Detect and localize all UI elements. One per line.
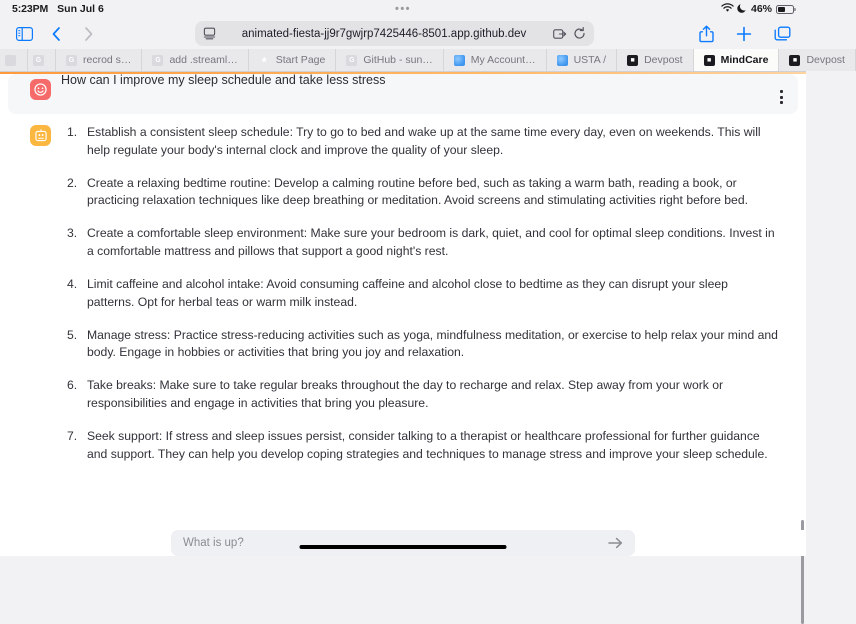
- tab-label: GitHub - sun…: [363, 54, 433, 66]
- tab-label: Start Page: [275, 54, 326, 66]
- status-bar-left: [12, 3, 104, 15]
- composer-area: [0, 530, 806, 556]
- sleep-tip-item: Establish a consistent sleep schedule: Try to go to bed and wake up at the same time every day, even on weekends. This will help regulate your body's internal clock and improve the quality of your sleep.: [87, 125, 761, 157]
- ios-status-bar: [0, 0, 806, 18]
- tab-active[interactable]: [694, 49, 780, 71]
- blank-favicon-icon: [5, 55, 16, 66]
- status-center-dots: •••: [394, 3, 412, 15]
- tab-item[interactable]: [142, 49, 248, 71]
- status-time: 5:23PM: [12, 3, 49, 15]
- tab-item[interactable]: [249, 49, 337, 71]
- url-text[interactable]: animated-fiesta-jj9r7gwjrp7425446-8501.app.github.dev: [241, 27, 527, 40]
- status-date: Sun Jul 6: [57, 3, 104, 15]
- tab-label: MindCare: [720, 54, 769, 66]
- battery-icon: [776, 5, 794, 14]
- toolbar-right-actions: [686, 22, 796, 46]
- page-viewport: [0, 72, 806, 556]
- tab-item[interactable]: [617, 49, 694, 71]
- tab-label: Devpost: [806, 54, 845, 66]
- sleep-tip-item: Manage stress: Practice stress-reducing activities such as yoga, mindfulness meditation, or exercise to help relax your mind and body. Engage in hobbies or activities that bring you joy and relaxation.: [87, 327, 778, 360]
- wifi-icon: [721, 3, 734, 16]
- g-favicon-icon: G: [152, 55, 163, 66]
- url-bar-container: [106, 21, 682, 46]
- tab-label: Devpost: [644, 54, 683, 66]
- user-smiley-avatar: [30, 79, 51, 100]
- chat-input-container[interactable]: [171, 530, 635, 556]
- browser-toolbar: [0, 18, 806, 49]
- chat-message-user: [8, 74, 798, 114]
- user-message-body: [61, 73, 778, 100]
- address-bar[interactable]: [195, 21, 594, 46]
- blue-favicon-icon: [454, 55, 465, 66]
- moon-icon: [738, 3, 747, 16]
- new-tab-button[interactable]: [730, 22, 758, 46]
- assistant-message-body: [61, 124, 778, 463]
- reload-icon[interactable]: [573, 27, 586, 40]
- star-favicon-icon: ★: [261, 57, 268, 64]
- tab-item[interactable]: [779, 49, 856, 71]
- app-menu-icon[interactable]: [770, 84, 792, 110]
- tab-bar: [0, 49, 845, 72]
- tab-label: add .streaml…: [169, 54, 238, 66]
- sidebar-toggle-icon[interactable]: [10, 22, 38, 46]
- share-icon[interactable]: [692, 22, 720, 46]
- tab-item[interactable]: [28, 49, 56, 71]
- sleep-tip-item: Create a comfortable sleep environment: Make sure your bedroom is dark, quiet, and cool for optimal sleep conditions. Invest in a comfortable mattress and pillows that support a good night's rest.: [87, 226, 775, 259]
- status-bar-right: [721, 3, 794, 16]
- sleep-tip-item: Create a relaxing bedtime routine: Develop a calming routine before bed, such as taking a warm bath, reading a book, or practicing relaxation techniques like deep breathing or meditation. Avoid screens and stimulating activities right before bed.: [87, 175, 748, 208]
- user-message-text: How can I improve my sleep schedule and take less stress: [61, 73, 386, 87]
- tab-item[interactable]: [547, 49, 617, 71]
- dark-favicon-icon: ■: [627, 55, 638, 66]
- tab-label: recrod s…: [83, 54, 132, 66]
- sleep-tip-item: Seek support: If stress and sleep issues persist, consider talking to a therapist or healthcare professional for further guidance and support. They can help you develop coping strategies and techniques to manage stress and improve your sleep schedule.: [87, 428, 768, 461]
- sleep-tip-item: Take breaks: Make sure to take regular breaks throughout the day to recharge and relax. Step away from your work or responsibilities and engage in activities that bring you pleasure.: [87, 378, 724, 410]
- dark-favicon-icon: ■: [789, 55, 800, 66]
- back-button[interactable]: [42, 22, 70, 46]
- sleep-tips-list: [61, 124, 778, 463]
- robot-avatar: [30, 125, 51, 146]
- tab-label: USTA /: [573, 54, 607, 66]
- g-favicon-icon: G: [346, 55, 357, 66]
- tab-item[interactable]: [56, 49, 142, 71]
- home-indicator: [300, 545, 507, 549]
- tab-overview-button[interactable]: [768, 22, 796, 46]
- reader-view-icon[interactable]: [203, 27, 216, 40]
- g-favicon-icon: G: [33, 55, 44, 66]
- extensions-icon[interactable]: [553, 28, 567, 40]
- chat-message-assistant: [8, 114, 798, 471]
- forward-button: [74, 22, 102, 46]
- dark-favicon-icon: ■: [704, 55, 715, 66]
- tab-item[interactable]: [444, 49, 547, 71]
- tab-item[interactable]: [0, 49, 28, 71]
- tab-item[interactable]: [336, 49, 443, 71]
- chat-thread: [0, 74, 806, 471]
- sleep-tip-item: Limit caffeine and alcohol intake: Avoid consuming caffeine and alcohol close to bedtime as they can disrupt your sleep patterns. Opt for herbal teas or warm milk instead.: [87, 276, 728, 309]
- tab-label: My Account…: [470, 54, 536, 66]
- g-favicon-icon: G: [66, 55, 77, 66]
- chat-input-placeholder[interactable]: What is up?: [183, 537, 244, 549]
- blue-favicon-icon: [557, 55, 568, 66]
- battery-percent: 46%: [750, 3, 772, 15]
- send-arrow-icon[interactable]: [608, 537, 623, 549]
